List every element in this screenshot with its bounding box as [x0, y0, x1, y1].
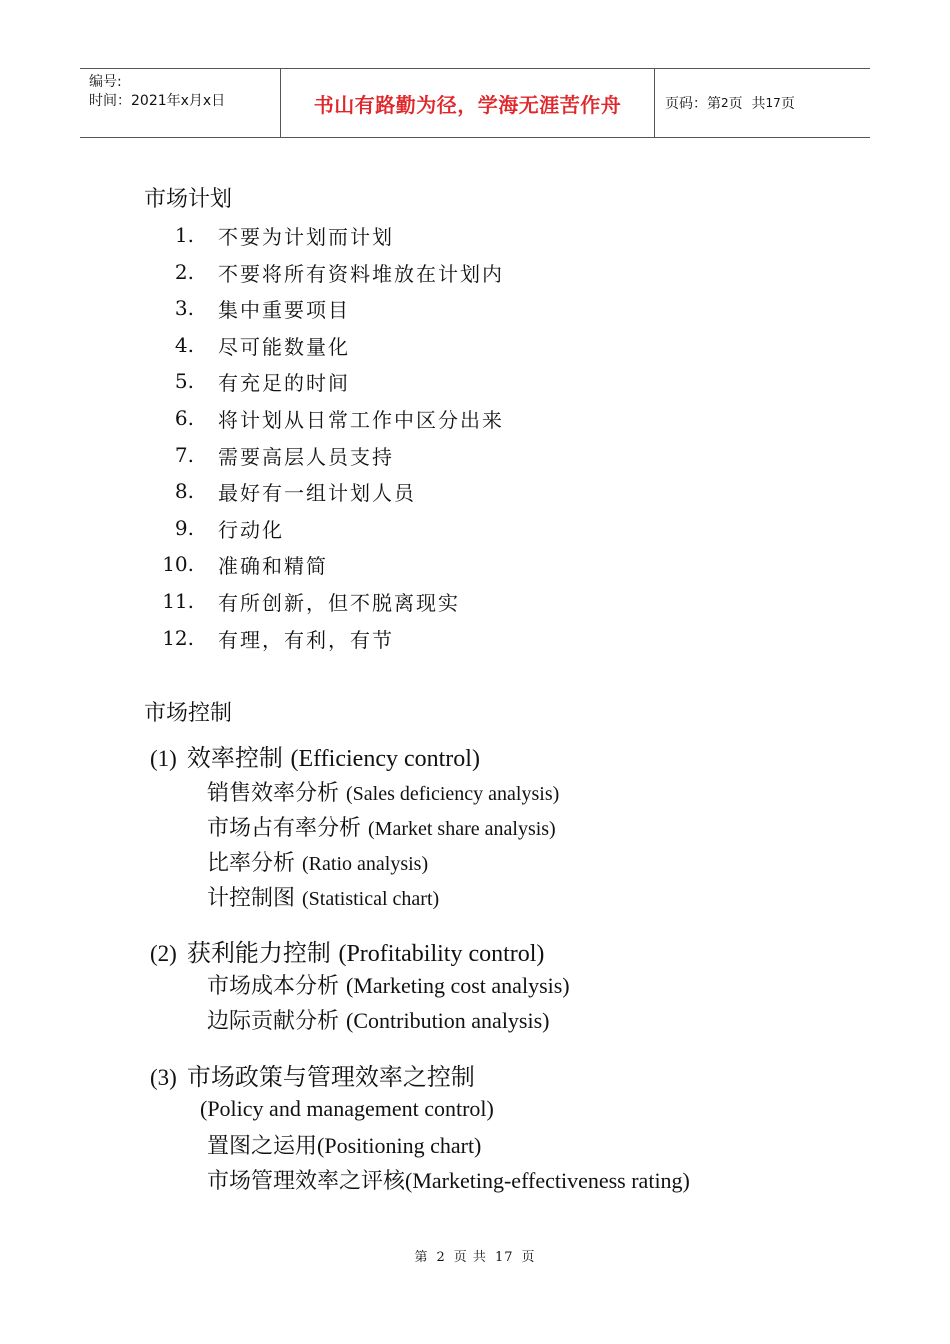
control-title: 市场控制 [144, 701, 233, 726]
page-total: 17 [765, 96, 781, 110]
control-sub-item: 置图之运用(Positioning chart) [207, 1133, 482, 1159]
control-group-heading: (1) 效率控制 (Efficiency control) [150, 744, 480, 772]
control-sub-item: 市场占有率分析 (Market share analysis) [207, 816, 556, 841]
page-number: 2 [721, 96, 729, 110]
motto: 书山有路勤为径，学海无涯苦作舟 [313, 92, 622, 117]
control-group-heading: (2) 获利能力控制 (Profitability control) [150, 939, 545, 967]
document-page: 编号: 时间：2021年x月x日 书山有路勤为径，学海无涯苦作舟 页码：第 2 页 共 17 页 市场计划 1. 不要为计划而计划 2. 不要将所有资料堆放在计划内 3. 集中重要项目 4. 尽可能数量化 5. 有充足的时间 6. 将计划从日常工作中区分出来 7. 需要高层人员支持 8. 最好有一组计划人员 9. 行动化 10. 准确和精简 11. 有所创新，但不脱离现实 12. 有理，有利，有节 市场控制 (1) 效率控制 (Efficiency control) 销售效率分析 (Sales deficiency analysis) 市场占有率分析 (Market share analysis) 比率分析 (Ratio analysis) 计控制图 (Statistical chart) (2) 获利能力控制 (Profitability control) 市场成本分析 (Marketing cost analysis) 边际贡献分析 (Contribution analysis) (3) 市场政策与管理效率之控制 (Policy and management control) 置图之运用(Positioning chart) 市场管理效率之评核(Marketing-effectiveness rating) 第 2 页 共 17 页 [0, 0, 950, 1344]
control-sub-item: 市场管理效率之评核(Marketing-effectiveness rating) [207, 1168, 690, 1194]
page-footer: 第 2 页 共 17 页 [414, 1250, 536, 1265]
serial-label: 编号: [89, 74, 122, 90]
control-group-heading: (3) 市场政策与管理效率之控制 [150, 1063, 475, 1091]
control-sub-item: 市场成本分析 (Marketing cost analysis) [207, 973, 570, 999]
control-sub-item: 计控制图 (Statistical chart) [207, 886, 440, 911]
header-meta-cell [80, 69, 281, 137]
plan-title: 市场计划 [144, 187, 233, 212]
page-prefix: 页码：第 [665, 96, 721, 112]
control-group-english: (Policy and management control) [200, 1096, 494, 1121]
control-sub-item: 比率分析 (Ratio analysis) [207, 851, 429, 876]
control-sub-item: 边际贡献分析 (Contribution analysis) [207, 1008, 550, 1034]
control-sub-item: 销售效率分析 (Sales deficiency analysis) [207, 781, 560, 806]
page-header [80, 68, 870, 138]
page-mid: 页 共 [728, 96, 766, 112]
header-motto-cell [281, 69, 655, 137]
date-label: 时间：2021年x月x日 [89, 93, 226, 109]
page-suffix: 页 [780, 96, 795, 112]
header-page-cell [655, 69, 870, 137]
